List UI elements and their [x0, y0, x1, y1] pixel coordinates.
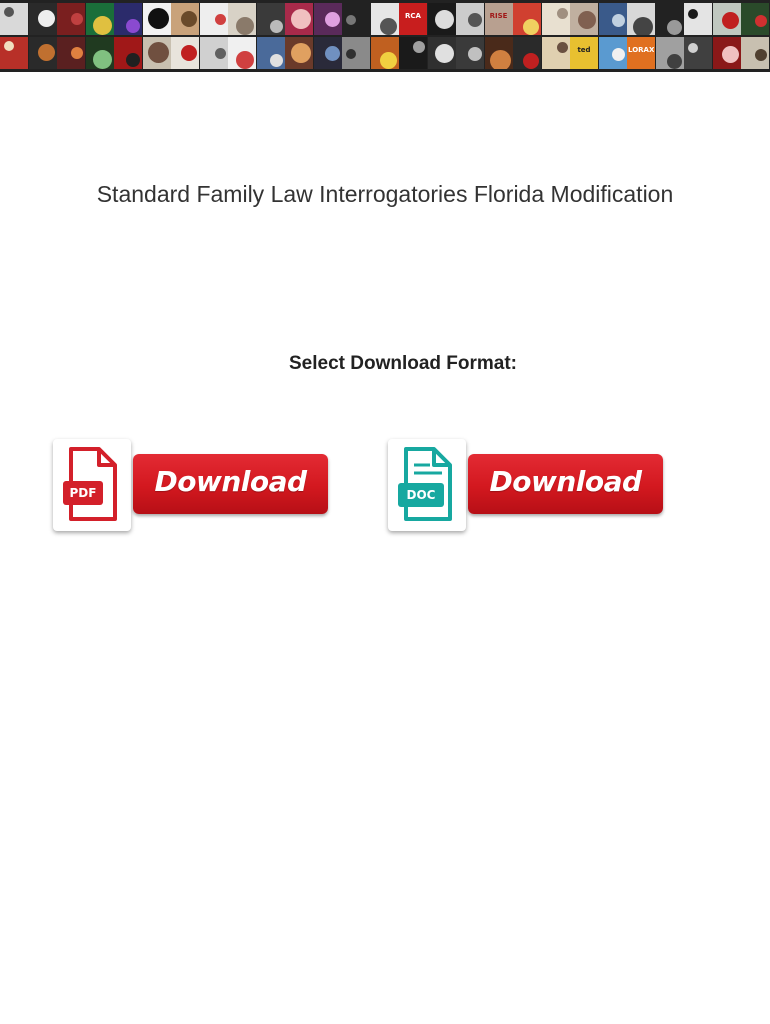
- top-row-cover-tile: [485, 3, 513, 35]
- bottom-row-cover-tile: [228, 37, 256, 69]
- cover-art-shape: [291, 43, 311, 63]
- cover-art-shape: [181, 45, 197, 61]
- bottom-row-cover-tile: [200, 37, 228, 69]
- cover-art-shape: [435, 44, 454, 63]
- top-row-cover-tile: [741, 3, 769, 35]
- cover-art-shape: [435, 10, 454, 29]
- bottom-row-cover-tile: [86, 37, 114, 69]
- cover-art-shape: [38, 10, 55, 27]
- cover-art-shape: [612, 48, 625, 61]
- pdf-file-icon: [53, 439, 131, 531]
- doc-badge-label: DOC: [406, 488, 436, 502]
- bottom-row-cover-tile: [656, 37, 684, 69]
- top-row-cover-tile: [570, 3, 598, 35]
- page-title: Standard Family Law Interrogatories Florida Modification: [96, 181, 674, 207]
- bottom-row-cover-tile: [570, 37, 598, 69]
- top-row-cover-tile: [314, 3, 342, 35]
- bottom-row-cover-tile: [171, 37, 199, 69]
- cover-art-shape: [325, 12, 340, 27]
- format-heading: Select Download Format:: [288, 353, 518, 374]
- cover-art-shape: [557, 42, 568, 53]
- cover-art-shape: [722, 12, 739, 29]
- cover-title-text: RCA: [405, 12, 421, 20]
- cover-art-shape: [578, 11, 596, 29]
- cover-art-shape: [523, 53, 539, 69]
- cover-art-shape: [236, 17, 254, 35]
- bottom-row-cover-tile: [143, 37, 171, 69]
- top-row-cover-tile: [399, 3, 427, 35]
- cover-art-shape: [380, 52, 397, 69]
- bottom-row-cover-tile: [684, 37, 712, 69]
- top-row-cover-tile: [342, 3, 370, 35]
- cover-art-shape: [380, 18, 397, 35]
- cover-art-shape: [755, 49, 767, 61]
- top-row-cover-tile: [656, 3, 684, 35]
- bottom-row-cover-tile: [456, 37, 484, 69]
- cover-title-text: RISE: [489, 12, 508, 20]
- bottom-row-cover-tile: [542, 37, 570, 69]
- cover-art-shape: [71, 13, 83, 25]
- header-banner: [0, 0, 770, 72]
- bottom-row-cover-tile: [342, 37, 370, 69]
- cover-art-shape: [148, 42, 169, 63]
- cover-art-shape: [667, 54, 682, 69]
- top-row-cover-tile: [143, 3, 171, 35]
- cover-art-shape: [523, 19, 539, 35]
- bottom-row-cover-tile: [428, 37, 456, 69]
- cover-art-shape: [612, 14, 625, 27]
- top-row-cover-tile: [86, 3, 114, 35]
- bottom-row-cover-tile: [114, 37, 142, 69]
- cover-art-shape: [126, 53, 140, 67]
- cover-art-shape: [215, 14, 226, 25]
- top-row-cover-tile: [114, 3, 142, 35]
- cover-art-shape: [148, 8, 169, 29]
- cover-art-shape: [93, 16, 112, 35]
- bottom-row-cover-tile: [485, 37, 513, 69]
- top-row-cover-tile: [713, 3, 741, 35]
- bottom-row-cover-tile: [399, 37, 427, 69]
- pdf-badge-label: PDF: [69, 486, 97, 500]
- cover-art-shape: [346, 49, 356, 59]
- cover-art-shape: [468, 13, 482, 27]
- doc-file-icon: [388, 439, 466, 531]
- top-row-cover-tile: [428, 3, 456, 35]
- top-row-cover-tile: [228, 3, 256, 35]
- cover-art-shape: [270, 20, 283, 33]
- top-row-cover-tile: [29, 3, 57, 35]
- top-row-cover-tile: [627, 3, 655, 35]
- cover-art-shape: [4, 41, 14, 51]
- top-row-cover-tile: [285, 3, 313, 35]
- bottom-row-cover-tile: [627, 37, 655, 69]
- cover-art-shape: [633, 17, 653, 35]
- cover-art-shape: [346, 15, 356, 25]
- cover-art-shape: [71, 47, 83, 59]
- cover-art-shape: [667, 20, 682, 35]
- cover-art-shape: [557, 8, 568, 19]
- cover-title-text: LORAX: [628, 46, 654, 54]
- top-row-cover-tile: [513, 3, 541, 35]
- cover-art-shape: [215, 48, 226, 59]
- doc-download-label: Download: [489, 465, 642, 498]
- bottom-row-cover-tile: [257, 37, 285, 69]
- cover-art-shape: [722, 46, 739, 63]
- cover-art-shape: [325, 46, 340, 61]
- bottom-row-cover-tile: [599, 37, 627, 69]
- bottom-row-cover-tile: [57, 37, 85, 69]
- top-row-cover-tile: [171, 3, 199, 35]
- bottom-row-cover-tile: [713, 37, 741, 69]
- bottom-row-cover-tile: [741, 37, 769, 69]
- cover-art-shape: [688, 43, 698, 53]
- cover-art-shape: [413, 41, 425, 53]
- pdf-download-button[interactable]: [53, 439, 333, 535]
- pdf-download-label: Download: [154, 465, 307, 498]
- cover-art-shape: [270, 54, 283, 67]
- cover-art-shape: [126, 19, 140, 33]
- bottom-row-cover-tile: [29, 37, 57, 69]
- top-row-cover-tile: [542, 3, 570, 35]
- cover-art-shape: [490, 50, 511, 69]
- top-row-cover-tile: [599, 3, 627, 35]
- cover-art-shape: [468, 47, 482, 61]
- cover-art-shape: [236, 51, 254, 69]
- doc-download-bar[interactable]: [468, 454, 663, 514]
- top-row-cover-tile: [456, 3, 484, 35]
- bottom-row-cover-tile: [314, 37, 342, 69]
- bottom-row-cover-tile: [371, 37, 399, 69]
- cover-art-shape: [181, 11, 197, 27]
- top-row-cover-tile: [57, 3, 85, 35]
- cover-art-shape: [93, 50, 112, 69]
- cover-art-shape: [38, 44, 55, 61]
- bottom-row-cover-tile: [285, 37, 313, 69]
- cover-art-shape: [291, 9, 311, 29]
- cover-title-text: ted: [577, 46, 591, 54]
- pdf-download-bar[interactable]: [133, 454, 328, 514]
- top-row-cover-tile: [257, 3, 285, 35]
- top-row-cover-tile: [0, 3, 28, 35]
- top-row-cover-tile: [684, 3, 712, 35]
- cover-art-shape: [4, 7, 14, 17]
- bottom-row-cover-tile: [513, 37, 541, 69]
- cover-art-shape: [688, 9, 698, 19]
- top-row-cover-tile: [200, 3, 228, 35]
- doc-download-button[interactable]: [388, 439, 668, 535]
- top-row-cover-tile: [371, 3, 399, 35]
- cover-art-shape: [755, 15, 767, 27]
- bottom-row-cover-tile: [0, 37, 28, 69]
